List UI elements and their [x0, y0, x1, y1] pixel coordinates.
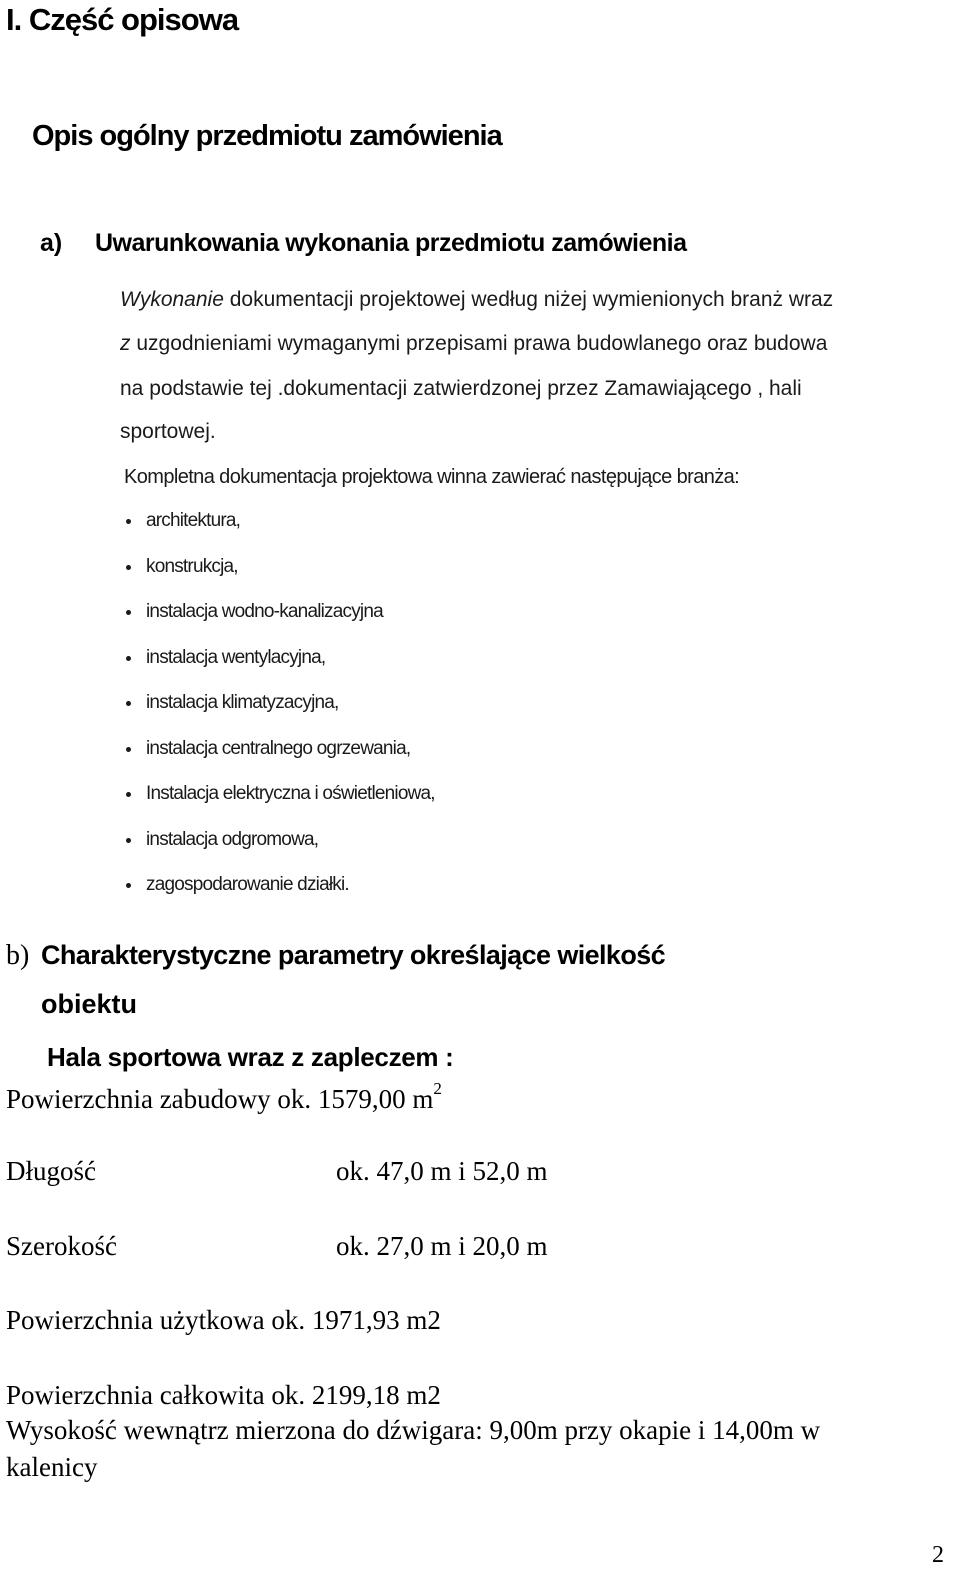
list-item: [124, 599, 435, 645]
page-number: 2: [932, 1542, 944, 1568]
list-item: [124, 827, 435, 873]
hall-heading: Hala sportowa wraz z zapleczem :: [47, 1042, 454, 1072]
section-b-marker: b): [6, 940, 30, 971]
dlugosc-value: ok. 47,0 m i 52,0 m: [336, 1156, 548, 1186]
bullet-icon: [126, 883, 131, 888]
list-item-label: instalacja wentylacyjna,: [146, 646, 326, 668]
bullet-icon: [126, 656, 131, 661]
list-item: [124, 872, 435, 918]
branze-intro: Kompletna dokumentacja projektowa winna zawierać następujące branża:: [124, 466, 740, 488]
general-heading: Opis ogólny przedmiotu zamówienia: [32, 120, 502, 152]
list-item-label: konstrukcja,: [146, 555, 238, 577]
szerokosc-value: ok. 27,0 m i 20,0 m: [336, 1231, 548, 1261]
intro-line-2-rest: uzgodnieniami wymaganymi przepisami prawa budowlanego oraz budowa: [130, 332, 828, 355]
intro-line-3: na podstawie tej .dokumentacji zatwierdzonej przez Zamawiającego , hali: [120, 377, 802, 400]
list-item-label: instalacja odgromowa,: [146, 828, 319, 850]
pow-zabudowy-text: Powierzchnia zabudowy ok. 1579,00 m: [6, 1084, 434, 1114]
branze-list: [124, 508, 435, 918]
intro-line-1: [120, 288, 833, 312]
list-item-label: Instalacja elektryczna i oświetleniowa,: [146, 783, 435, 804]
szerokosc-label: Szerokość: [6, 1231, 117, 1261]
list-item: [124, 690, 435, 736]
list-item-label: architektura,: [146, 510, 241, 531]
bullet-icon: [126, 519, 131, 524]
section-a-title: Uwarunkowania wykonania przedmiotu zamówienia: [95, 229, 687, 257]
intro-line-4: sportowej.: [120, 420, 216, 443]
intro-line-2-italic: z: [120, 332, 131, 355]
document-title: I. Część opisowa: [6, 2, 239, 37]
list-item: [124, 508, 435, 554]
bullet-icon: [126, 792, 131, 797]
bullet-icon: [126, 701, 131, 706]
bullet-icon: [126, 565, 131, 570]
intro-line-1-italic: Wykonanie: [120, 288, 224, 311]
list-item-label: zagospodarowanie działki.: [146, 874, 349, 895]
bullet-icon: [126, 838, 131, 843]
intro-line-1-rest: dokumentacji projektowej według niżej wymienionych branż wraz: [223, 288, 834, 311]
intro-line-2: [120, 332, 827, 356]
pow-uzytkowa: Powierzchnia użytkowa ok. 1971,93 m2: [6, 1305, 441, 1335]
list-item-label: instalacja wodno-kanalizacyjna: [146, 601, 383, 622]
wysokosc-line-2: kalenicy: [6, 1452, 98, 1482]
bullet-icon: [126, 610, 131, 615]
list-item: [124, 736, 435, 782]
dlugosc-label: Długość: [6, 1156, 96, 1186]
bullet-icon: [126, 747, 131, 752]
section-a-marker: a): [40, 229, 63, 257]
list-item: [124, 645, 435, 691]
list-item-label: instalacja centralnego ogrzewania,: [146, 737, 411, 759]
list-item: [124, 781, 435, 827]
pow-calkowita: Powierzchnia całkowita ok. 2199,18 m2: [6, 1380, 441, 1410]
list-item: [124, 554, 435, 600]
list-item-label: instalacja klimatyzacyjna,: [146, 692, 339, 713]
pow-zabudowy-sup: 2: [433, 1079, 442, 1098]
section-b-title-cont: obiektu: [41, 989, 138, 1019]
pow-zabudowy: [6, 1079, 442, 1115]
section-b-title: Charakterystyczne parametry określające wielkość: [41, 940, 666, 970]
wysokosc-line-1: Wysokość wewnątrz mierzona do dźwigara: 9,00m przy okapie i 14,00m w: [6, 1415, 821, 1445]
